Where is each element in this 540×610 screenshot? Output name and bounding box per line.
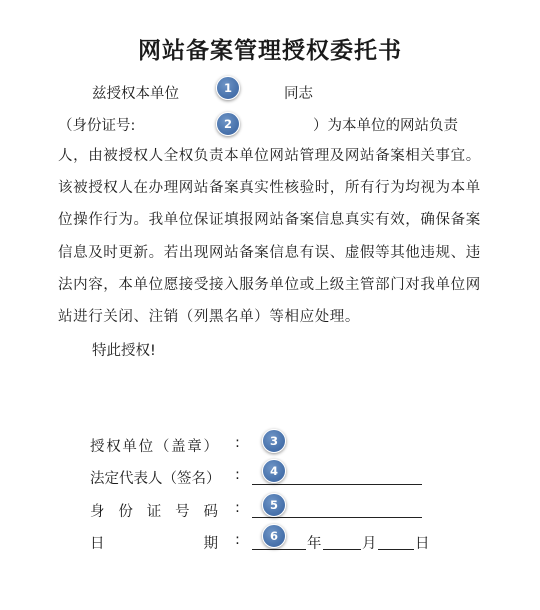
id-number-label-text: 身份证号码 [90, 504, 218, 520]
authorizing-unit-label [90, 435, 218, 456]
authorizing-unit-label-text: 授权单位（盖章） [90, 439, 218, 455]
colon-3: : [235, 500, 240, 516]
authorize-prefix-text: 兹授权本单位 [92, 86, 179, 102]
document-title: 网站备案管理授权委托书 [138, 38, 402, 64]
legal-rep-label [90, 467, 221, 488]
legal-rep-signature-line[interactable] [252, 484, 422, 485]
day-text: 日 [415, 536, 430, 552]
legal-rep-label-text: 法定代表人（签名） [90, 471, 221, 487]
year-text: 年 [307, 536, 322, 552]
month-text: 月 [362, 536, 377, 552]
field-marker-6[interactable]: 6 [262, 524, 286, 548]
month-line[interactable] [323, 549, 361, 550]
field-marker-3[interactable]: 3 [262, 429, 286, 453]
colon-2: : [235, 467, 240, 483]
responsible-person-text: ）为本单位的网站负责 [313, 118, 458, 134]
comrade-suffix-text: 同志 [284, 86, 313, 102]
id-number-line[interactable] [252, 517, 422, 518]
date-label [90, 532, 218, 553]
day-line[interactable] [378, 549, 414, 550]
field-marker-2[interactable]: 2 [216, 112, 240, 136]
closing-text: 特此授权! [92, 343, 156, 359]
field-marker-1[interactable]: 1 [216, 76, 240, 100]
colon-4: : [235, 532, 240, 548]
field-marker-4[interactable]: 4 [262, 459, 286, 483]
date-label-text: 日期 [90, 536, 218, 552]
authorization-body-text: 人，由被授权人全权负责本单位网站管理及网站备案相关事宜。该被授权人在办理网站备案真实性核验时，所有行为均视为本单位操作行为。我单位保证填报网站备案信息真实有效，确保备案信息及时更新。若出现网站备案信息有误、虚假等其他违规、违法内容，本单位愿接受接入服务单位或上级主管部门对我单位网站进行关闭、注销（列黑名单）等相应处理。 [58, 148, 481, 326]
colon-1: : [235, 435, 240, 451]
id-number-prefix-text: （身份证号: [58, 118, 136, 134]
id-number-label [90, 500, 218, 521]
field-marker-5[interactable]: 5 [262, 493, 286, 517]
year-line[interactable] [252, 549, 306, 550]
